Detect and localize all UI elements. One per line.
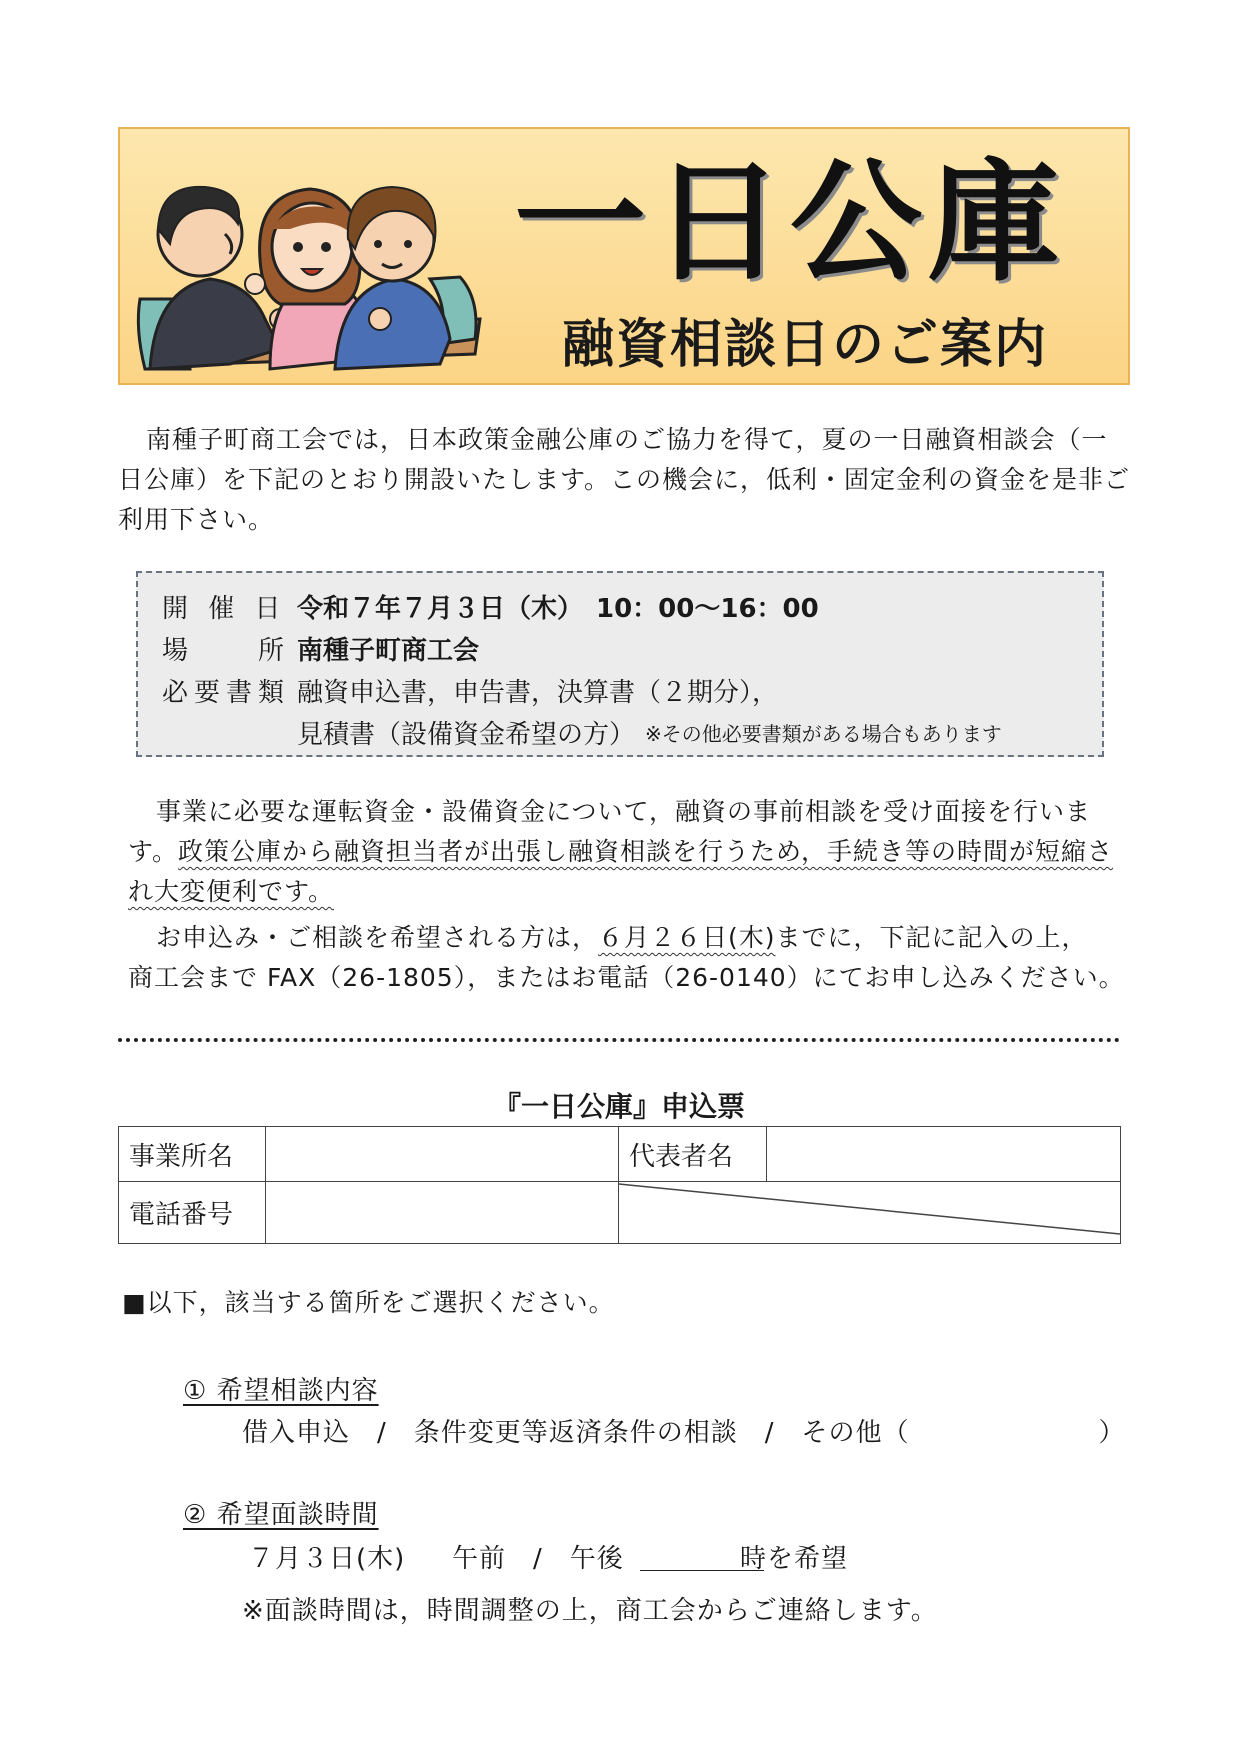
q2-ampm-options[interactable]: 午前 / 午後 [452,1544,624,1574]
diagonal-strike [619,1182,1120,1236]
selection-instruction: ■以下，該当する箇所をご選択ください。 [122,1288,615,1317]
docs-line2: 見積書（設備資金希望の方） [297,719,636,750]
deadline-text: ６月２６日(木) [598,923,776,952]
body-paragraph-1 [128,792,1138,912]
banner-subtitle: 融資相談日のご案内 [561,315,1048,375]
cut-line-divider [118,1038,1120,1042]
place-value: 南種子町商工会 [297,635,480,666]
docs-note: ※その他必要書類がある場合もあります [645,721,1002,746]
application-form-table [118,1126,1121,1244]
docs-line1: 融資申込書，申告書，決算書（２期分）， [297,677,779,708]
business-name-label: 事業所名 [119,1127,266,1182]
event-info-box [136,571,1104,757]
q2-suffix: 時を希望 [740,1544,849,1574]
phone-label: 電話番号 [119,1182,266,1244]
q2-note: ※面談時間は，時間調整の上，商工会からご連絡します。 [242,1596,938,1626]
intro-paragraph: 南種子町商工会では，日本政策金融公庫のご協力を得て，夏の一日融資相談会（一日公庫）を下記のとおり開設いたします。この機会に，低利・固定金利の資金を是非ご利用下さい。 [118,425,1131,534]
crossed-out-cell [619,1182,1121,1244]
docs-label: 必要書類 [162,677,291,708]
form-title: 『一日公庫』申込票 [492,1090,745,1123]
representative-label: 代表者名 [619,1127,767,1182]
body2-post: までに，下記に記入の上， [775,923,1088,952]
body1-lead: 事業に必要な運転資金・設備資金について，融資の事前相談を受け面接を行います。 [128,797,1092,866]
body2-pre: お申込み・ご相談を希望される方は， [156,923,599,952]
consultation-illustration [130,169,490,379]
q1-title [183,1370,379,1407]
date-value: 令和７年７月３日（木） 10：00〜16：00 [297,593,819,624]
q2-date: ７月３日(木) [248,1544,406,1574]
phone-field[interactable] [266,1182,619,1244]
q1-options[interactable]: 借入申込 / 条件変更等返済条件の相談 / その他（ ） [242,1418,1126,1448]
body-paragraph-2 [128,918,1168,998]
docs-row-2 [162,711,1102,753]
q2-title-text: ② 希望面談時間 [183,1500,379,1530]
header-banner [118,127,1130,385]
representative-field[interactable] [767,1127,1121,1182]
body2-line2: 商工会まで FAX（26-1805），またはお電話（26-0140）にてお申し込みください。 [128,963,1125,992]
q1-title-text: ① 希望相談内容 [183,1376,379,1406]
q2-title [183,1494,379,1531]
docs-row [162,669,1102,711]
business-name-field[interactable] [266,1127,619,1182]
date-label: 開 催 日 [162,593,287,624]
banner-title: 一日公庫 [514,146,1066,300]
place-label: 場 所 [162,635,291,666]
body1-emphasis: 政策公庫から融資担当者が出張し融資相談を行うため，手続き等の時間が短縮され大変便利です。 [128,837,1114,906]
body2-line1 [128,918,1168,958]
place-row [162,627,1102,669]
date-row [162,585,1102,627]
